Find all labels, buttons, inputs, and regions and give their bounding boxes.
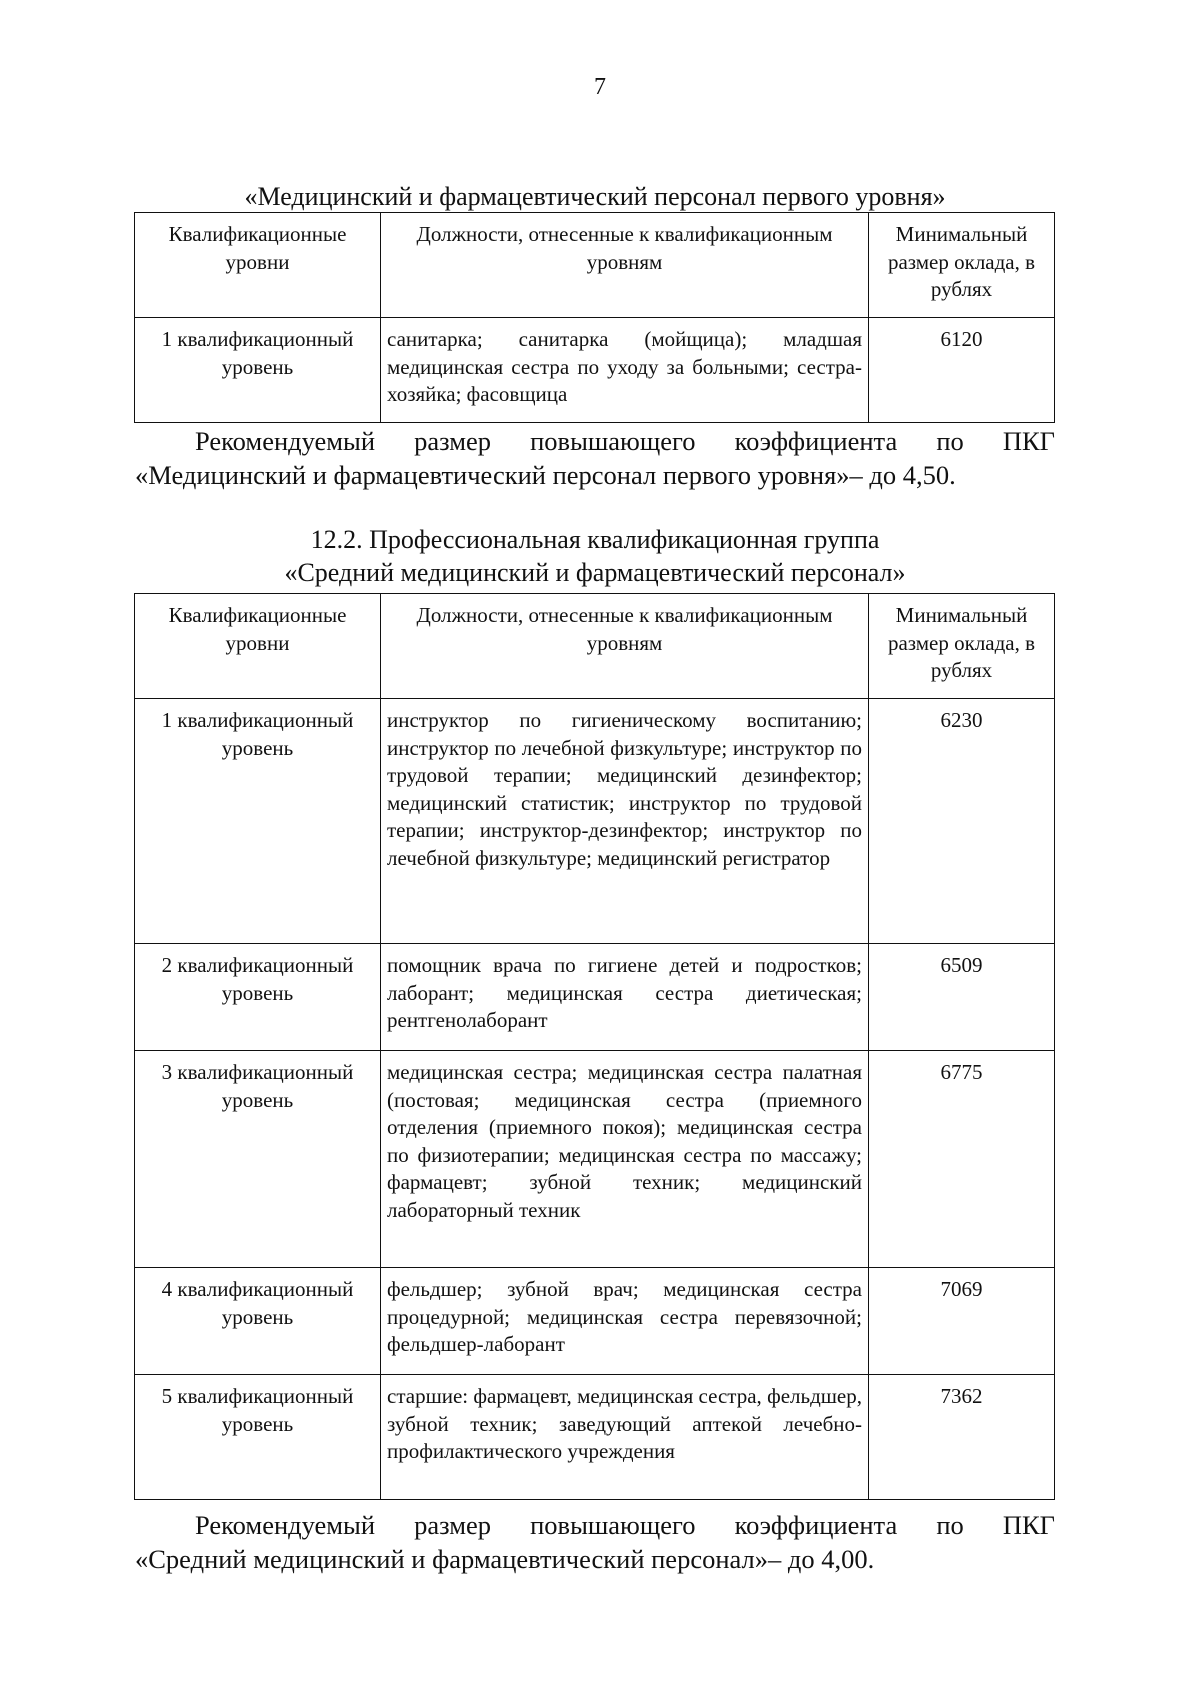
table-header-row <box>135 594 1055 699</box>
recommendation-1-line1: Рекомендуемый размер повышающего коэффициента по ПКГ <box>195 426 1055 456</box>
header-positions: Должности, отнесенные к квалификационным уровням <box>381 594 869 699</box>
positions-cell: старшие: фармацевт, медицинская сестра, фельдшер, зубной техник; заведующий аптекой лечебно-профилактического учреждения <box>381 1375 869 1500</box>
level-cell: 3 квалификационный уровень <box>135 1051 381 1268</box>
page-number: 7 <box>594 74 606 100</box>
table-2-caption-line1: 12.2. Профессиональная квалификационная группа <box>310 525 880 554</box>
table-row <box>135 318 1055 423</box>
salary-cell: 6120 <box>869 318 1055 423</box>
recommendation-2 <box>135 1508 1055 1576</box>
salary-table-middle-personnel <box>134 593 1055 1500</box>
level-cell: 1 квалификационный уровень <box>135 699 381 944</box>
header-levels: Квалификационные уровни <box>135 594 381 699</box>
header-salary: Минимальный размер оклада, в рублях <box>869 213 1055 318</box>
salary-cell: 6775 <box>869 1051 1055 1268</box>
positions-cell: санитарка; санитарка (мойщица); младшая медицинская сестра по уходу за больными; сестра-хозяйка; фасовщица <box>381 318 869 423</box>
table-row <box>135 1051 1055 1268</box>
recommendation-1 <box>135 424 1055 492</box>
table-row <box>135 1268 1055 1375</box>
table-1-caption: «Медицинский и фармацевтический персонал первого уровня» <box>244 182 946 211</box>
header-salary: Минимальный размер оклада, в рублях <box>869 594 1055 699</box>
header-levels: Квалификационные уровни <box>135 213 381 318</box>
recommendation-2-line1: Рекомендуемый размер повышающего коэффициента по ПКГ <box>195 1510 1055 1540</box>
level-cell: 4 квалификационный уровень <box>135 1268 381 1375</box>
level-cell: 1 квалификационный уровень <box>135 318 381 423</box>
positions-cell: медицинская сестра; медицинская сестра палатная (постовая; медицинская сестра (приемного отделения (приемного покоя); медицинская сестра по физиотерапии; медицинская сестра по массажу; фармацевт; зубной техник; медицинский лабораторный техник <box>381 1051 869 1268</box>
positions-cell: инструктор по гигиеническому воспитанию; инструктор по лечебной физкультуре; инструктор по трудовой терапии; медицинский дезинфектор; медицинский статистик; инструктор по трудовой терапии; инструктор-дезинфектор; инструктор по лечебной физкультуре; медицинский регистратор <box>381 699 869 944</box>
table-row <box>135 699 1055 944</box>
level-cell: 2 квалификационный уровень <box>135 944 381 1051</box>
table-2-caption-line2: «Средний медицинский и фармацевтический персонал» <box>284 558 906 587</box>
recommendation-1-line2: «Медицинский и фармацевтический персонал первого уровня»– до 4,50. <box>135 460 956 490</box>
salary-cell: 6509 <box>869 944 1055 1051</box>
salary-cell: 7362 <box>869 1375 1055 1500</box>
salary-cell: 6230 <box>869 699 1055 944</box>
salary-table-first-level <box>134 212 1055 423</box>
table-2-caption <box>130 523 1060 589</box>
table-header-row <box>135 213 1055 318</box>
table-row <box>135 944 1055 1051</box>
header-positions: Должности, отнесенные к квалификационным уровням <box>381 213 869 318</box>
level-cell: 5 квалификационный уровень <box>135 1375 381 1500</box>
recommendation-2-line2: «Средний медицинский и фармацевтический персонал»– до 4,00. <box>135 1544 875 1574</box>
positions-cell: фельдшер; зубной врач; медицинская сестра процедурной; медицинская сестра перевязочной; фельдшер-лаборант <box>381 1268 869 1375</box>
salary-cell: 7069 <box>869 1268 1055 1375</box>
table-row <box>135 1375 1055 1500</box>
positions-cell: помощник врача по гигиене детей и подростков; лаборант; медицинская сестра диетическая; рентгенолаборант <box>381 944 869 1051</box>
